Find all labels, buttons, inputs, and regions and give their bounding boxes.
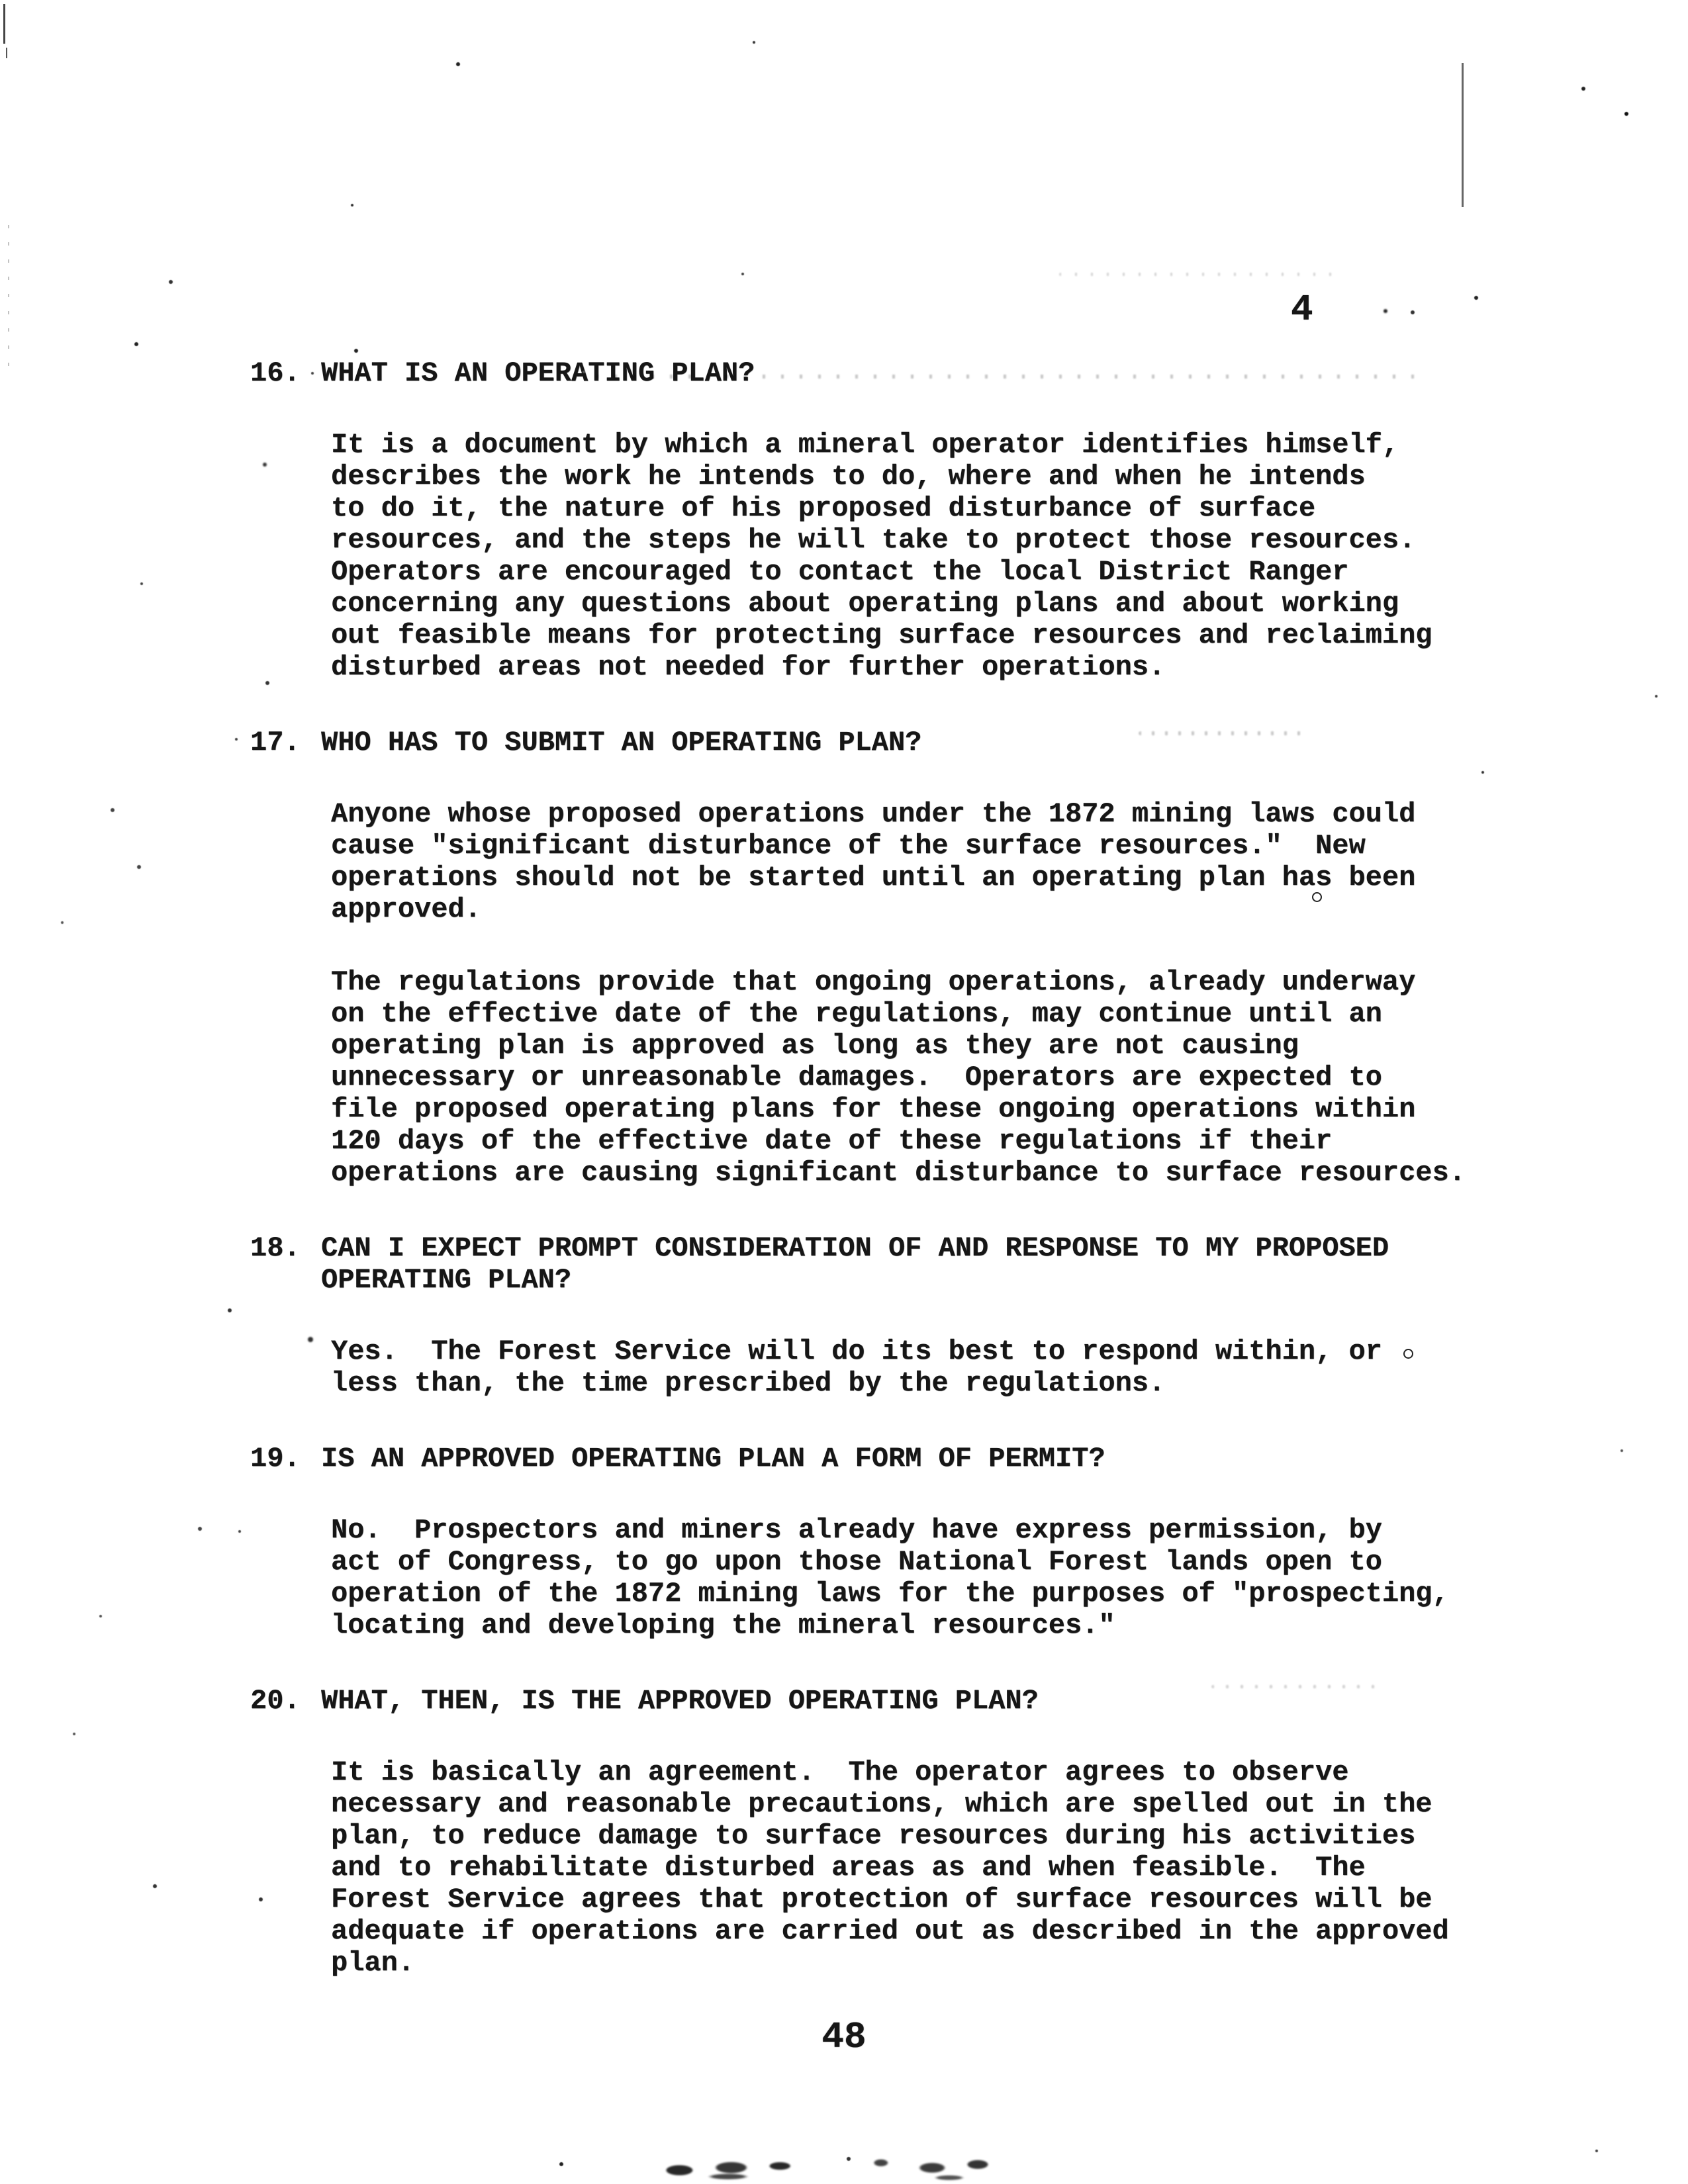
answer-block <box>331 1336 1508 1399</box>
question-row <box>250 727 1508 758</box>
left-margin-dots <box>8 225 9 371</box>
answer-line: on the effective date of the regulations, may continue until an <box>331 998 1382 1030</box>
question-line: WHAT IS AN OPERATING PLAN? <box>321 357 755 389</box>
answer-line: operations are causing significant disturbance to surface resources. <box>331 1157 1466 1189</box>
answer-paragraph <box>331 798 1508 925</box>
question-text <box>321 727 1508 758</box>
answer-line: cause "significant disturbance of the surface resources." New <box>331 830 1366 862</box>
answer-line: No. Prospectors and miners already have express permission, by <box>331 1514 1382 1546</box>
answer-line: plan, to reduce damage to surface resources during his activities <box>331 1820 1416 1852</box>
question-text <box>321 357 1508 389</box>
page-number-bottom: 48 <box>821 2016 867 2058</box>
answer-line: unnecessary or unreasonable damages. Operators are expected to <box>331 1062 1382 1093</box>
answer-line: disturbed areas not needed for further operations. <box>331 651 1166 683</box>
question-text <box>321 1232 1508 1296</box>
question-row <box>250 1232 1508 1296</box>
question-row <box>250 357 1508 389</box>
qa-item <box>250 1232 1508 1399</box>
answer-block <box>331 429 1508 683</box>
qa-item <box>250 357 1508 683</box>
question-line: WHAT, THEN, IS THE APPROVED OPERATING PLAN? <box>321 1685 1039 1717</box>
question-number: 18. <box>250 1232 301 1264</box>
answer-paragraph <box>331 1514 1508 1641</box>
answer-line: to do it, the nature of his proposed disturbance of surface <box>331 492 1316 524</box>
answer-line: file proposed operating plans for these ongoing operations within <box>331 1093 1416 1125</box>
qa-list <box>250 357 1508 1979</box>
question-line: IS AN APPROVED OPERATING PLAN A FORM OF PERMIT? <box>321 1443 1105 1475</box>
stray-degree-mark <box>1312 892 1322 902</box>
answer-line: Operators are encouraged to contact the local District Ranger <box>331 556 1349 588</box>
question-line: CAN I EXPECT PROMPT CONSIDERATION OF AND RESPONSE TO MY PROPOSED <box>321 1232 1389 1264</box>
answer-line: concerning any questions about operating plans and about working <box>331 588 1399 619</box>
answer-line: and to rehabilitate disturbed areas as and when feasible. The <box>331 1852 1366 1884</box>
answer-line: locating and developing the mineral resources." <box>331 1610 1115 1641</box>
question-number: 16. <box>250 357 301 389</box>
question-number: 19. <box>250 1443 301 1475</box>
answer-line: Forest Service agrees that protection of surface resources will be <box>331 1884 1432 1915</box>
answer-block <box>331 1756 1508 1979</box>
qa-item <box>250 727 1508 1189</box>
scan-streak <box>596 375 1430 379</box>
answer-line: Anyone whose proposed operations under the 1872 mining laws could <box>331 798 1416 830</box>
answer-block <box>331 1514 1508 1641</box>
answer-line: plan. <box>331 1947 415 1979</box>
question-number: 17. <box>250 727 301 758</box>
question-text <box>321 1685 1508 1717</box>
ink-smudge-left <box>652 2155 804 2181</box>
question-number: 20. <box>250 1685 301 1717</box>
answer-paragraph <box>331 429 1508 683</box>
answer-line: 120 days of the effective date of these regulations if their <box>331 1125 1333 1157</box>
question-row <box>250 1443 1508 1475</box>
qa-item <box>250 1685 1508 1979</box>
question-line: OPERATING PLAN? <box>321 1264 572 1296</box>
answer-line: It is a document by which a mineral operator identifies himself, <box>331 429 1399 461</box>
corner-mark <box>6 48 7 58</box>
question-text <box>321 1443 1508 1475</box>
question-line: WHO HAS TO SUBMIT AN OPERATING PLAN? <box>321 727 922 758</box>
stray-degree-mark <box>1403 1349 1413 1359</box>
answer-line: out feasible means for protecting surface resources and reclaiming <box>331 619 1432 651</box>
answer-line: adequate if operations are carried out as described in the approved <box>331 1915 1449 1947</box>
answer-paragraph <box>331 966 1508 1189</box>
scan-speck-layer <box>0 0 3 3</box>
corner-mark <box>3 4 5 44</box>
answer-line: operating plan is approved as long as they are not causing <box>331 1030 1299 1062</box>
answer-line: act of Congress, to go upon those National Forest lands open to <box>331 1546 1382 1578</box>
right-margin-line <box>1462 63 1464 207</box>
answer-line: resources, and the steps he will take to protect those resources. <box>331 524 1416 556</box>
answer-line: The regulations provide that ongoing operations, already underway <box>331 966 1416 998</box>
answer-line: necessary and reasonable precautions, which are spelled out in the <box>331 1788 1432 1820</box>
scan-streak <box>1211 1685 1383 1688</box>
answer-block <box>331 798 1508 1189</box>
answer-paragraph <box>331 1756 1508 1979</box>
answer-line: approved. <box>331 893 481 925</box>
answer-line: It is basically an agreement. The operator agrees to observe <box>331 1756 1349 1788</box>
ink-smudge-right <box>864 2150 1006 2183</box>
answer-line: Yes. The Forest Service will do its best to respond within, or <box>331 1336 1382 1367</box>
question-row <box>250 1685 1508 1717</box>
answer-line: describes the work he intends to do, where and when he intends <box>331 461 1366 492</box>
qa-item <box>250 1443 1508 1641</box>
scan-streak <box>1059 273 1337 276</box>
answer-line: operations should not be started until an operating plan has been <box>331 862 1416 893</box>
scan-streak <box>1139 731 1304 735</box>
answer-line: operation of the 1872 mining laws for the purposes of "prospecting, <box>331 1578 1449 1610</box>
page-number-top: 4 <box>1291 289 1313 331</box>
answer-paragraph <box>331 1336 1508 1399</box>
answer-line: less than, the time prescribed by the regulations. <box>331 1367 1166 1399</box>
